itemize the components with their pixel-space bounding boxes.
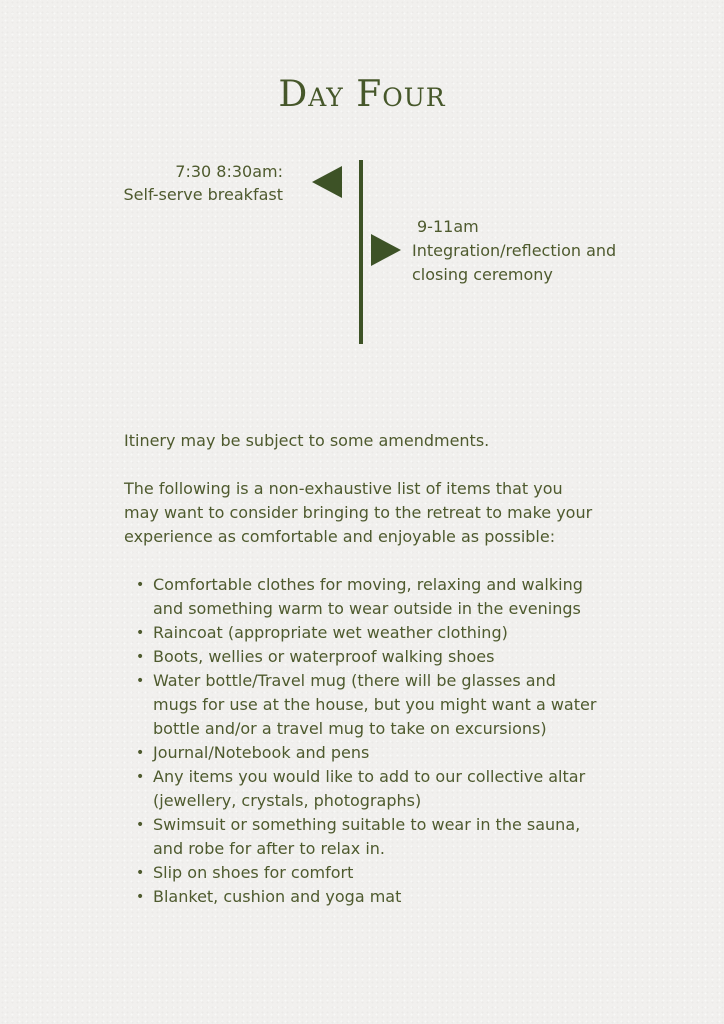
left-flag-marker bbox=[312, 166, 342, 198]
intro-line: may want to consider bringing to the retreat to make your bbox=[124, 503, 593, 522]
bullet-icon: • bbox=[136, 769, 145, 785]
list-item-text-line: Journal/Notebook and pens bbox=[153, 743, 370, 762]
bullet-icon: • bbox=[136, 865, 145, 881]
event-time: 9-11am bbox=[417, 217, 479, 236]
list-item bbox=[136, 573, 624, 621]
list-item bbox=[136, 741, 624, 765]
event-description-line: closing ceremony bbox=[412, 265, 553, 284]
list-item bbox=[136, 645, 624, 669]
bullet-icon: • bbox=[136, 745, 145, 761]
event-description-line: Integration/reflection and bbox=[412, 241, 617, 260]
list-item-text-line: Blanket, cushion and yoga mat bbox=[153, 887, 402, 906]
list-item-text-line: Boots, wellies or waterproof walking shoes bbox=[153, 647, 495, 666]
list-item bbox=[136, 861, 624, 885]
list-item bbox=[136, 885, 624, 909]
list-item-text-line: and something warm to wear outside in the evenings bbox=[153, 599, 581, 618]
list-item bbox=[136, 813, 624, 861]
timeline-event-closing bbox=[412, 215, 652, 287]
intro-line: experience as comfortable and enjoyable as possible: bbox=[124, 527, 556, 546]
list-item-text-line: Swimsuit or something suitable to wear in the sauna, bbox=[153, 815, 581, 834]
list-item-text-line: mugs for use at the house, but you might want a water bbox=[153, 695, 597, 714]
page-title: Day Four bbox=[278, 74, 446, 116]
right-flag-marker bbox=[371, 234, 401, 266]
bullet-icon: • bbox=[136, 889, 145, 905]
notes-section bbox=[124, 429, 624, 909]
list-item-text-line: bottle and/or a travel mug to take on excursions) bbox=[153, 719, 547, 738]
list-item-text-line: (jewellery, crystals, photographs) bbox=[153, 791, 422, 810]
amendment-note: Itinery may be subject to some amendments. bbox=[124, 431, 490, 450]
list-item-text-line: Slip on shoes for comfort bbox=[153, 863, 354, 882]
list-item bbox=[136, 669, 624, 741]
list-item-text-line: and robe for after to relax in. bbox=[153, 839, 386, 858]
bullet-icon: • bbox=[136, 577, 145, 593]
event-time: 7:30 8:30am: bbox=[175, 162, 283, 181]
list-item bbox=[136, 621, 624, 645]
list-item bbox=[136, 765, 624, 813]
timeline-event-breakfast bbox=[124, 160, 283, 206]
list-item-text-line: Raincoat (appropriate wet weather clothing) bbox=[153, 623, 508, 642]
packing-intro bbox=[124, 477, 624, 549]
list-item-text-line: Any items you would like to add to our collective altar bbox=[153, 767, 586, 786]
intro-line: The following is a non-exhaustive list of items that you bbox=[124, 479, 563, 498]
packing-list bbox=[124, 573, 624, 909]
list-item-text-line: Water bottle/Travel mug (there will be glasses and bbox=[153, 671, 556, 690]
bullet-icon: • bbox=[136, 817, 145, 833]
bullet-icon: • bbox=[136, 673, 145, 689]
list-item-text-line: Comfortable clothes for moving, relaxing and walking bbox=[153, 575, 583, 594]
event-description: Self-serve breakfast bbox=[123, 185, 283, 204]
bullet-icon: • bbox=[136, 625, 145, 641]
bullet-icon: • bbox=[136, 649, 145, 665]
timeline-line bbox=[359, 160, 363, 344]
